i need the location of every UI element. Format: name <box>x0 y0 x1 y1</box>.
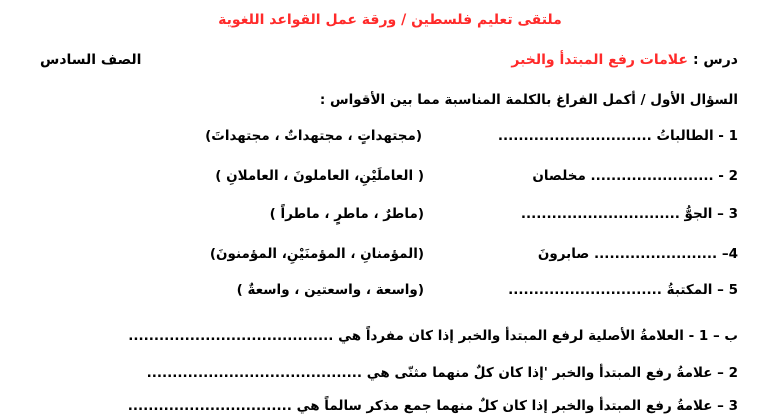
question-1-item-4-options: (المؤمنانِ ، المؤمنَيْنِ، المؤمنونَ) <box>209 246 424 262</box>
worksheet-title: ملتقى تعليم فلسطين / ورقة عمل القواعد اللغوية <box>218 12 562 28</box>
question-1-item-2-sentence: 2 - ........................ مخلصان <box>532 168 738 184</box>
lesson-label: درس : <box>692 52 738 68</box>
question-1-item-5-sentence: 5 – المكتبةُ .............................. <box>508 282 738 298</box>
grade-label: الصف السادس <box>40 52 142 68</box>
question-1-item-3-sentence: 3 – الجوُّ ............................... <box>520 206 738 222</box>
question-1-item-5-options: (واسعة ، واسعتين ، واسعةٌ ) <box>236 282 424 298</box>
question-1-item-4-sentence: 4– ........................ صابرونَ <box>537 246 738 262</box>
question-1-prompt: السؤال الأول / أكمل الفراغ بالكلمة المناسبة مما بين الأقواس : <box>319 92 738 108</box>
part-b-item-3: 3 – علامةُ رفع المبتدأ والخبر إذا كان كلٌ منهما جمع مذكر سالماً هي ................................ <box>127 398 738 414</box>
question-1-item-1-sentence: 1 - الطالباتُ .............................. <box>497 128 738 144</box>
part-b-item-2: 2 – علامةُ رفع المبتدأ والخبر 'إذا كان كلٌ منهما مثنّى هي .......................................... <box>146 365 738 381</box>
question-1-item-1-options: (مجتهداتٍ ، مجتهداتٌ ، مجتهداتَ) <box>205 128 422 144</box>
question-1-item-3-options: (ماطرٌ ، ماطرٍ ، ماطراً ) <box>269 206 424 222</box>
part-b-item-1: ب – 1 - العلامةُ الأصلية لرفع المبتدأ والخبر إذا كان مفرداً هي ........................................ <box>128 328 738 344</box>
question-1-item-2-options: ( العاملَيْنِ، العاملونَ ، العاملانِ ) <box>215 168 424 184</box>
lesson-name: علامات رفع المبتدأ والخبر <box>511 52 688 68</box>
